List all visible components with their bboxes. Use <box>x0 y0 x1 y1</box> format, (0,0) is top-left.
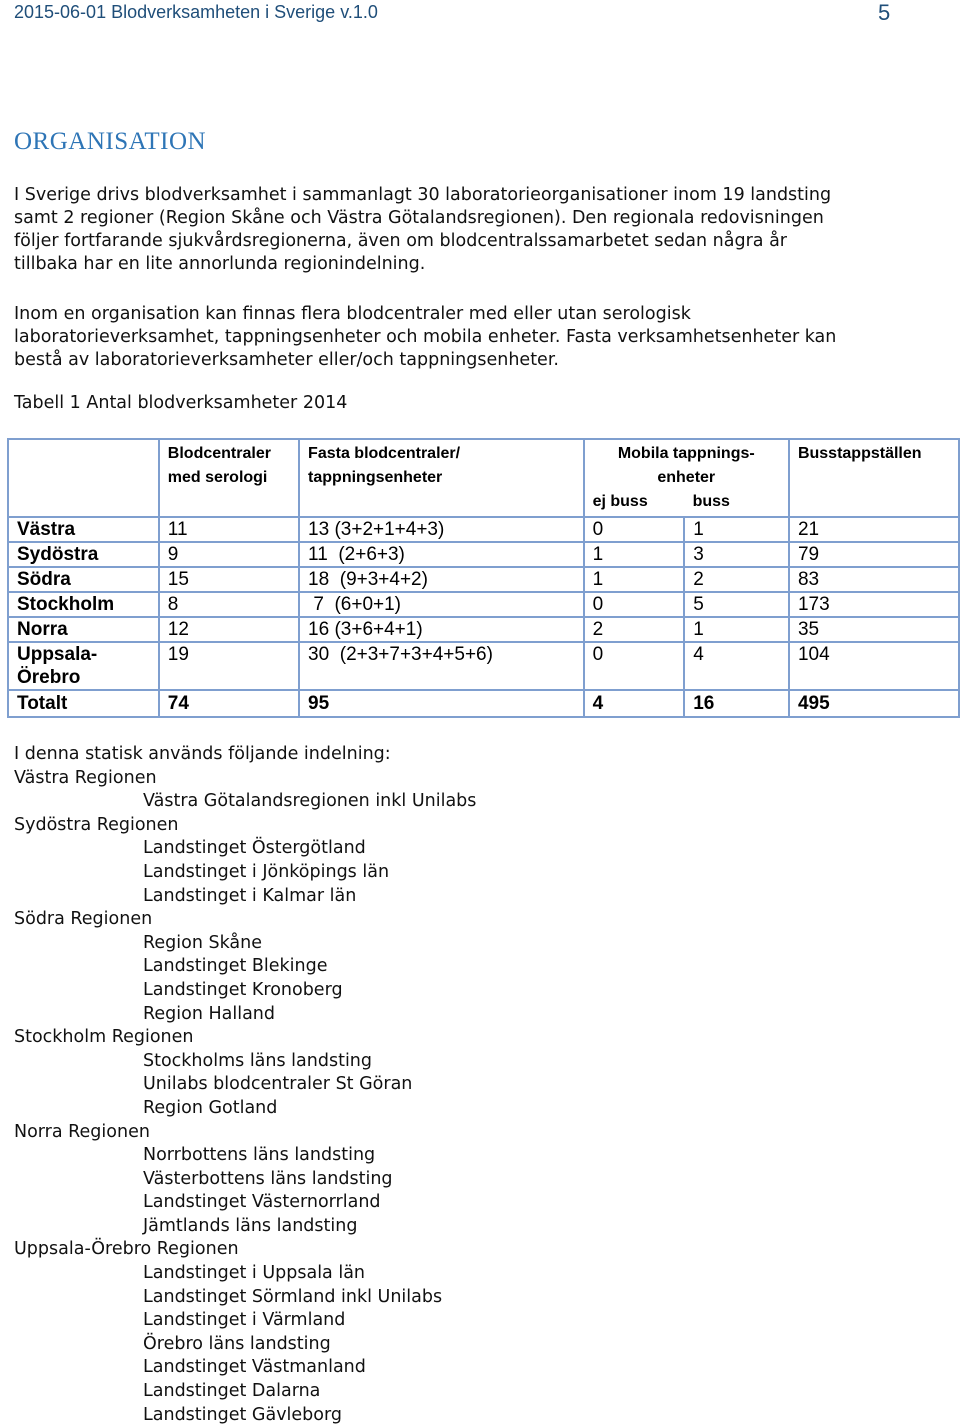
serologi-cell: 11 <box>159 517 299 542</box>
region-member: Landstinget Blekinge <box>143 956 328 977</box>
region-division-list <box>14 743 476 1427</box>
region-member: Västra Götalandsregionen inkl Unilabs <box>143 791 477 812</box>
header-cell-serologi <box>159 439 299 517</box>
region-cell: Stockholm <box>8 592 159 617</box>
region-member: Norrbottens läns landsting <box>143 1145 376 1166</box>
region-heading: Sydöstra Regionen <box>14 814 179 835</box>
header-label: tappningsenheter <box>308 469 443 486</box>
header-label: Busstappställen <box>797 445 922 462</box>
busstapp-cell: 104 <box>789 642 959 690</box>
region-member: Unilabs blodcentraler St Göran <box>143 1074 413 1095</box>
region-label: Uppsala- <box>17 644 98 665</box>
total-busstapp-cell: 495 <box>789 690 959 717</box>
document-header: 2015-06-01 Blodverksamheten i Sverige v.1.0 <box>14 2 378 22</box>
buss-cell: 3 <box>684 542 789 567</box>
region-member: Landstinget i Kalmar län <box>143 885 357 906</box>
list-intro: I denna statisk används följande indelning: <box>14 744 391 764</box>
ej-buss-cell: 1 <box>584 567 685 592</box>
text-line: laboratorieverksamhet, tappningsenheter och mobila enheter. Fasta verksamhetsenheter kan <box>14 327 837 347</box>
region-member: Landstinget i Uppsala län <box>143 1263 366 1284</box>
region-cell: Västra <box>8 517 159 542</box>
region-member: Stockholms läns landsting <box>143 1050 373 1071</box>
table-row <box>8 592 959 617</box>
text-line: följer fortfarande sjukvårdsregionerna, även om blodcentralssamarbetet sedan några år <box>14 231 787 251</box>
header-label: Mobila tappnings- <box>617 445 755 462</box>
header-label: med serologi <box>167 469 268 486</box>
table-header-row <box>8 439 959 517</box>
region-cell <box>8 642 159 690</box>
total-ej-buss-cell: 4 <box>584 690 685 717</box>
region-heading: Norra Regionen <box>14 1121 150 1142</box>
region-heading: Uppsala-Örebro Regionen <box>14 1239 239 1260</box>
fasta-cell: 18 (9+3+4+2) <box>299 567 584 592</box>
total-buss-cell: 16 <box>684 690 789 717</box>
fasta-cell: 16 (3+6+4+1) <box>299 617 584 642</box>
serologi-cell: 19 <box>159 642 299 690</box>
region-member: Jämtlands läns landsting <box>143 1215 358 1236</box>
table-row <box>8 517 959 542</box>
region-heading: Stockholm Regionen <box>14 1027 194 1048</box>
region-member: Landstinget Västernorrland <box>143 1192 381 1213</box>
region-member: Örebro läns landsting <box>143 1333 331 1354</box>
header-label: Blodcentraler <box>167 445 271 462</box>
table-caption: Tabell 1 Antal blodverksamheter 2014 <box>14 393 348 413</box>
buss-cell: 1 <box>684 617 789 642</box>
region-member: Landstinget Kronoberg <box>143 979 343 1000</box>
header-sub-ej-buss: ej buss <box>592 493 648 510</box>
mobila-subheaders <box>593 490 788 514</box>
region-member: Landstinget Gävleborg <box>143 1404 342 1425</box>
fasta-cell: 7 (6+0+1) <box>299 592 584 617</box>
table-row <box>8 642 959 690</box>
buss-cell: 2 <box>684 567 789 592</box>
ej-buss-cell: 0 <box>584 592 685 617</box>
region-cell: Norra <box>8 617 159 642</box>
busstapp-cell: 83 <box>789 567 959 592</box>
text-line: bestå av laboratorieverksamheter eller/och tappningsenheter. <box>14 350 559 370</box>
fasta-cell: 11 (2+6+3) <box>299 542 584 567</box>
text-line: samt 2 regioner (Region Skåne och Västra Götalandsregionen). Den regionala redovisningen <box>14 208 824 228</box>
serologi-cell: 15 <box>159 567 299 592</box>
region-cell: Sydöstra <box>8 542 159 567</box>
busstapp-cell: 35 <box>789 617 959 642</box>
fasta-cell: 13 (3+2+1+4+3) <box>299 517 584 542</box>
organisation-paragraph <box>14 303 944 372</box>
serologi-cell: 8 <box>159 592 299 617</box>
total-serologi-cell: 74 <box>159 690 299 717</box>
region-heading: Västra Regionen <box>14 767 157 788</box>
region-label: Örebro <box>17 667 81 688</box>
header-label: Fasta blodcentraler/ <box>308 445 461 462</box>
ej-buss-cell: 2 <box>584 617 685 642</box>
table-total-row <box>8 690 959 717</box>
serologi-cell: 12 <box>159 617 299 642</box>
buss-cell: 4 <box>684 642 789 690</box>
buss-cell: 5 <box>684 592 789 617</box>
intro-paragraph <box>14 184 944 276</box>
header-cell-mobila <box>584 439 789 517</box>
ej-buss-cell: 0 <box>584 642 685 690</box>
buss-cell: 1 <box>684 517 789 542</box>
header-sub-buss: buss <box>692 493 730 510</box>
text-line: I Sverige drivs blodverksamhet i sammanlagt 30 laboratorieorganisationer inom 19 landsting <box>14 185 832 205</box>
table-row <box>8 617 959 642</box>
busstapp-cell: 79 <box>789 542 959 567</box>
region-heading: Södra Regionen <box>14 909 153 930</box>
total-fasta-cell: 95 <box>299 690 584 717</box>
table-row <box>8 567 959 592</box>
region-cell: Södra <box>8 567 159 592</box>
header-cell-region <box>8 439 159 517</box>
region-member: Landstinget i Jönköpings län <box>143 861 390 882</box>
total-label-cell: Totalt <box>8 690 159 717</box>
section-title: ORGANISATION <box>14 128 207 155</box>
region-member: Landstinget Sörmland inkl Unilabs <box>143 1286 443 1307</box>
page-number: 5 <box>878 0 891 25</box>
region-member: Landstinget Dalarna <box>143 1381 321 1402</box>
region-member: Region Skåne <box>143 932 262 953</box>
text-line: tillbaka har en lite annorlunda regionindelning. <box>14 254 426 274</box>
fasta-cell: 30 (2+3+7+3+4+5+6) <box>299 642 584 690</box>
region-member: Landstinget Östergötland <box>143 838 366 859</box>
busstapp-cell: 173 <box>789 592 959 617</box>
region-member: Landstinget Västmanland <box>143 1357 366 1378</box>
ej-buss-cell: 1 <box>584 542 685 567</box>
header-cell-fasta <box>299 439 584 517</box>
text-line: Inom en organisation kan finnas flera blodcentraler med eller utan serologisk <box>14 304 691 324</box>
region-member: Västerbottens läns landsting <box>143 1168 393 1189</box>
ej-buss-cell: 0 <box>584 517 685 542</box>
header-label: enheter <box>657 469 716 486</box>
blood-units-table <box>7 438 960 718</box>
table-row <box>8 542 959 567</box>
busstapp-cell: 21 <box>789 517 959 542</box>
serologi-cell: 9 <box>159 542 299 567</box>
region-member: Landstinget i Värmland <box>143 1310 346 1331</box>
header-cell-busstapp <box>789 439 959 517</box>
region-member: Region Halland <box>143 1003 276 1024</box>
region-member: Region Gotland <box>143 1097 278 1118</box>
